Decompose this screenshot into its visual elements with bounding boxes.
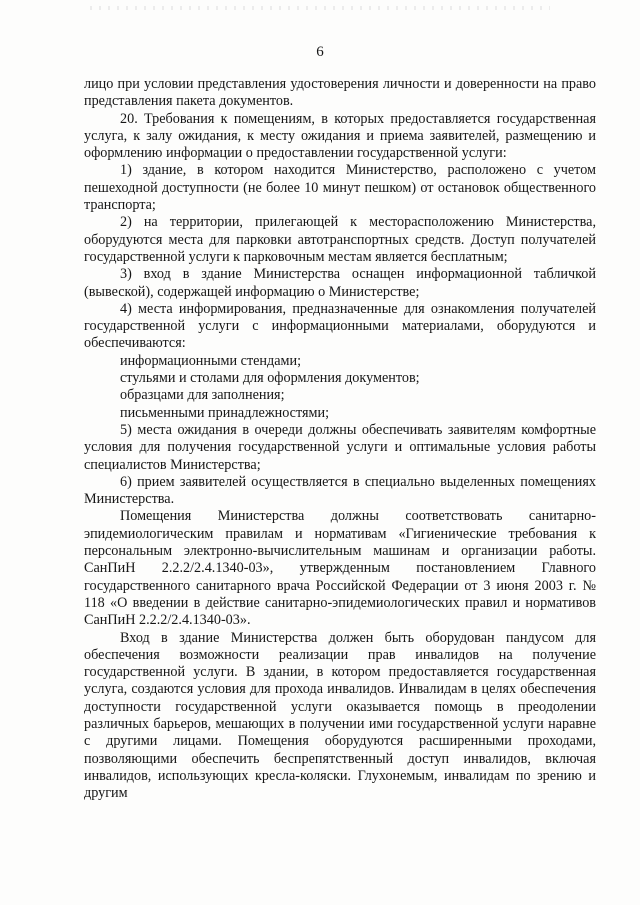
- list-item: письменными принадлежностями;: [120, 404, 330, 421]
- list-item: стульями и столами для оформления документов;: [120, 370, 420, 387]
- paragraph: 3) вход в здание Министерства оснащен информационной табличкой (вывеской), содержащей информацию о Министерстве;: [84, 266, 596, 300]
- paragraph: 2) на территории, прилегающей к месторасположению Министерства, оборудуются места для парковки автотранспортных средств. Доступ получателей государственной услуги к парковочным местам является бесплатным;: [84, 214, 596, 265]
- list-item: образцами для заполнения;: [120, 387, 285, 404]
- paragraph: лицо при условии представления удостоверения личности и доверенности на право представления пакета документов.: [84, 76, 596, 110]
- list-item: информационными стендами;: [120, 352, 302, 369]
- paragraph: 1) здание, в котором находится Министерство, расположено с учетом пешеходной доступности (не более 10 минут пешком) от остановок общественного транспорта;: [84, 162, 596, 214]
- page-number: 6: [316, 44, 324, 60]
- paragraph: Помещения Министерства должны соответствовать санитарно-эпидемиологическим правилам и нормативам «Гигиенические требования к персональным электронно-вычислительным машинам и организации работы. СанПиН 2.2.2/2.4.1340-03», утвержденным постановлением Главного государственного санитарного врача Российской Федерации от 3 июня 2003 г. № 118 «О введении в действие санитарно-эпидемиологических правил и нормативов СанПиН 2.2.2/2.4.1340-03».: [84, 508, 596, 629]
- document-body: [84, 76, 596, 802]
- paragraph: 4) места информирования, предназначенные для ознакомления получателей государственной услуги с информационными материалами, оборудуются и обеспечиваются:: [84, 300, 596, 352]
- paragraph: 20. Требования к помещениям, в которых предоставляется государственная услуга, к залу ожидания, к месту ожидания и приема заявителей, размещению и оформлению информации о предоставлении государственной услуги:: [84, 110, 596, 162]
- paragraph: 6) прием заявителей осуществляется в специально выделенных помещениях Министерства.: [84, 473, 596, 508]
- paragraph: Вход в здание Министерства должен быть оборудован пандусом для обеспечения возможности реализации прав инвалидов на получение государственной услуги. В здании, в котором предоставляется государственная услуга, создаются условия для прохода инвалидов. Инвалидам в целях обеспечения доступности государственной услуги оказывается помощь в преодолении различных барьеров, мешающих в получении ими государственной услуги наравне с другими лицами. Помещения оборудуются расширенными проходами, позволяющими обеспечить беспрепятственный доступ инвалидов, включая инвалидов, использующих кресла-коляски. Глухонемым, инвалидам по зрению и другим: [84, 629, 596, 802]
- paragraph: 5) места ожидания в очереди должны обеспечивать заявителям комфортные условия для получения государственной услуги и оптимальные условия работы специалистов Министерства;: [84, 421, 596, 473]
- scan-artifact: [90, 6, 550, 10]
